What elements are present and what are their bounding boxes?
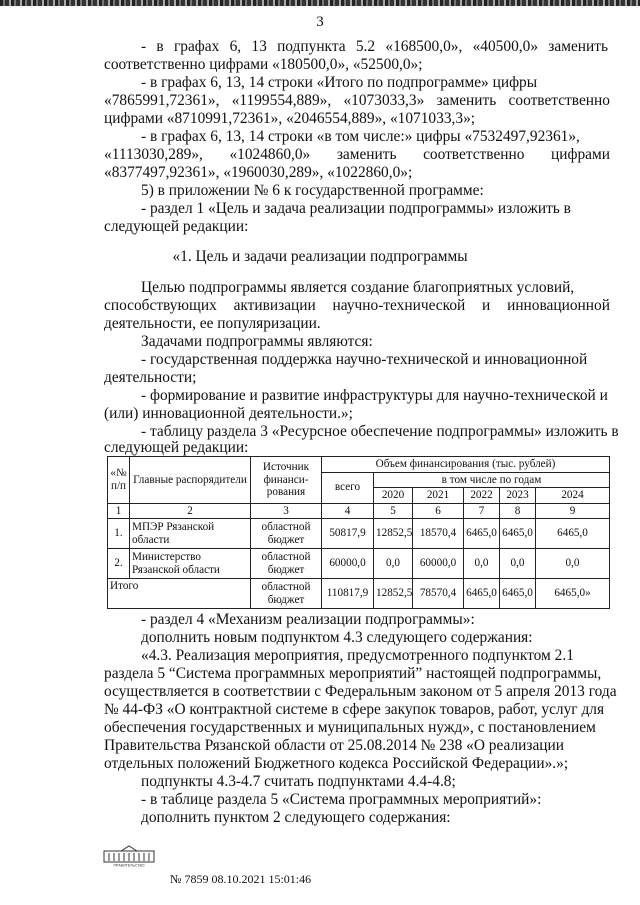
word: заменить	[336, 146, 397, 163]
word: и	[482, 297, 491, 314]
year-cell: 2023	[500, 488, 536, 504]
word: «1073033,3»	[343, 92, 425, 109]
col-header-including: в том числе по годам	[374, 472, 610, 488]
table-row	[108, 519, 610, 549]
cell-total: 50817,9	[322, 519, 374, 549]
cell-name: Министерство Рязанской области	[130, 549, 251, 579]
text-line: Задачами подпрограммы являются:	[141, 333, 373, 350]
word: способствующих	[104, 297, 217, 314]
table-header-row	[108, 457, 610, 473]
text-line: деятельности;	[104, 369, 197, 386]
text-line: Целью подпрограммы является создание благоприятных условий,	[141, 279, 575, 296]
cell-itogo: Итого	[108, 579, 251, 609]
text-line: обеспечения государственных и муниципальных нужд», с постановлением	[104, 719, 596, 736]
text-line: - таблицу раздела 3 «Ресурсное обеспечение подпрограммы» изложить в	[141, 423, 619, 440]
cell-value: 0,0	[536, 549, 610, 579]
cell-value: 12852,5	[374, 519, 413, 549]
text-line: раздела 5 “Система программных мероприятий” настоящей подпрограммы,	[104, 665, 602, 682]
text-line-justified	[104, 92, 610, 110]
cell-num: 1.	[108, 519, 130, 549]
resource-table	[107, 456, 610, 609]
text-line: - в графах 6, 13, 14 строки «Итого по подпрограмме» цифры	[141, 74, 538, 91]
text-line: - в таблице раздела 5 «Система программных мероприятий»:	[141, 791, 542, 808]
table-total-row	[108, 579, 610, 609]
text-line: дополнить новым подпунктом 4.3 следующего содержания:	[141, 629, 533, 646]
text-line: осуществляется в соответствии с Федеральным законом от 5 апреля 2013 года	[104, 683, 617, 700]
word: заменить	[436, 92, 497, 109]
year-cell: 2022	[464, 488, 500, 504]
cell-source: областной бюджет	[251, 579, 322, 609]
col-header-volume: Объем финансирования (тыс. рублей)	[322, 457, 610, 473]
word: соответственно	[508, 92, 610, 109]
text-line: дополнить пунктом 2 следующего содержания:	[141, 809, 451, 826]
text-line: отдельных положений Бюджетного кодекса Российской Федерации».»;	[104, 755, 569, 772]
text-line: «4.3. Реализация мероприятия, предусмотренного подпунктом 2.1	[141, 647, 574, 664]
colnum-cell: 1	[108, 503, 130, 519]
cell-value: 6465,0	[500, 579, 536, 609]
cell-value: 0,0	[500, 549, 536, 579]
text-line: следующей редакции:	[104, 439, 249, 456]
col-header-num: «№ п/п	[108, 457, 130, 504]
colnum-cell: 2	[130, 503, 251, 519]
year-cell: 2020	[374, 488, 413, 504]
text-line: - государственная поддержка научно-технической и инновационной	[141, 351, 588, 368]
word: соответственно	[423, 146, 525, 163]
text-line: - раздел 4 «Механизм реализации подпрограммы»:	[141, 611, 475, 628]
text-line: - формирование и развитие инфраструктуры для научно-технической и	[141, 387, 608, 404]
colnum-cell: 7	[464, 503, 500, 519]
cell-value: 6465,0	[500, 519, 536, 549]
section-heading: «1. Цель и задачи реализации подпрограммы	[172, 248, 468, 265]
cell-value: 6465,0	[536, 519, 610, 549]
cell-value: 0,0	[374, 549, 413, 579]
text-line: «8377497,92361», «1960030,289», «1022860,0»;	[104, 164, 413, 181]
word: «1024860,0»	[229, 146, 311, 163]
text-line-justified	[104, 146, 610, 164]
svg-text:ПРАВИТЕЛЬСТВО: ПРАВИТЕЛЬСТВО	[113, 863, 145, 867]
word: «1199554,889»,	[231, 92, 332, 109]
cell-value: 6465,0	[464, 579, 500, 609]
cell-num: 2.	[108, 549, 130, 579]
text-line: - в графах 6, 13 подпункта 5.2 «168500,0», «40500,0» заменить	[141, 38, 608, 55]
cell-value: 78570,4	[413, 579, 464, 609]
text-line-justified	[104, 297, 610, 315]
colnum-cell: 4	[322, 503, 374, 519]
table-colnum-row	[108, 503, 610, 519]
word: научно-технической	[332, 297, 466, 314]
text-line: следующей редакции:	[104, 218, 249, 235]
text-line: - в графах 6, 13, 14 строки «в том числе:» цифры «7532497,92361»,	[141, 128, 580, 145]
col-header-main: Главные распорядители	[130, 457, 251, 504]
government-logo-icon	[103, 845, 155, 867]
text-line: подпункты 4.3-4.7 считать подпунктами 4.4-4.8;	[141, 773, 456, 790]
text-line: № 44-ФЗ «О контрактной системе в сфере закупок товаров, работ, услуг для	[104, 701, 605, 718]
cell-source: областной бюджет	[251, 519, 322, 549]
text-line: (или) инновационной деятельности.»;	[104, 405, 353, 422]
word: инновационной	[507, 297, 610, 314]
year-cell: 2021	[413, 488, 464, 504]
text-line: 5) в приложении № 6 к государственной программе:	[141, 182, 484, 199]
cell-value: 6465,0	[464, 519, 500, 549]
cell-total: 60000,0	[322, 549, 374, 579]
cell-value: 6465,0»	[536, 579, 610, 609]
colnum-cell: 5	[374, 503, 413, 519]
col-header-source: Источник финанси-рования	[251, 457, 322, 504]
word: «7865991,72361»,	[104, 92, 220, 109]
registration-stamp: № 7859 08.10.2021 15:01:46	[170, 872, 312, 886]
cell-name: МПЭР Рязанской области	[130, 519, 251, 549]
text-line: Правительства Рязанской области от 25.08.2014 № 238 «О реализации	[104, 737, 565, 754]
word: активизации	[233, 297, 316, 314]
cell-source: областной бюджет	[251, 549, 322, 579]
cell-value: 12852,5	[374, 579, 413, 609]
cell-value: 0,0	[464, 549, 500, 579]
word: цифрами	[551, 146, 610, 163]
col-header-total: всего	[322, 472, 374, 503]
colnum-cell: 6	[413, 503, 464, 519]
text-line: деятельности, ее популяризации.	[104, 315, 321, 332]
text-line: цифрами «8710991,72361», «2046554,889», «1071033,3»;	[104, 110, 476, 127]
word: «1113030,289»,	[104, 146, 203, 163]
text-line: - раздел 1 «Цель и задача реализации подпрограммы» изложить в	[141, 200, 571, 217]
cell-value: 60000,0	[413, 549, 464, 579]
cell-value: 18570,4	[413, 519, 464, 549]
page-number: 3	[316, 14, 324, 30]
colnum-cell: 3	[251, 503, 322, 519]
scan-top-edge	[0, 0, 640, 6]
text-line: соответственно цифрами «180500,0», «52500,0»;	[104, 56, 423, 73]
table-row	[108, 549, 610, 579]
colnum-cell: 8	[500, 503, 536, 519]
cell-total: 110817,9	[322, 579, 374, 609]
colnum-cell: 9	[536, 503, 610, 519]
year-cell: 2024	[536, 488, 610, 504]
